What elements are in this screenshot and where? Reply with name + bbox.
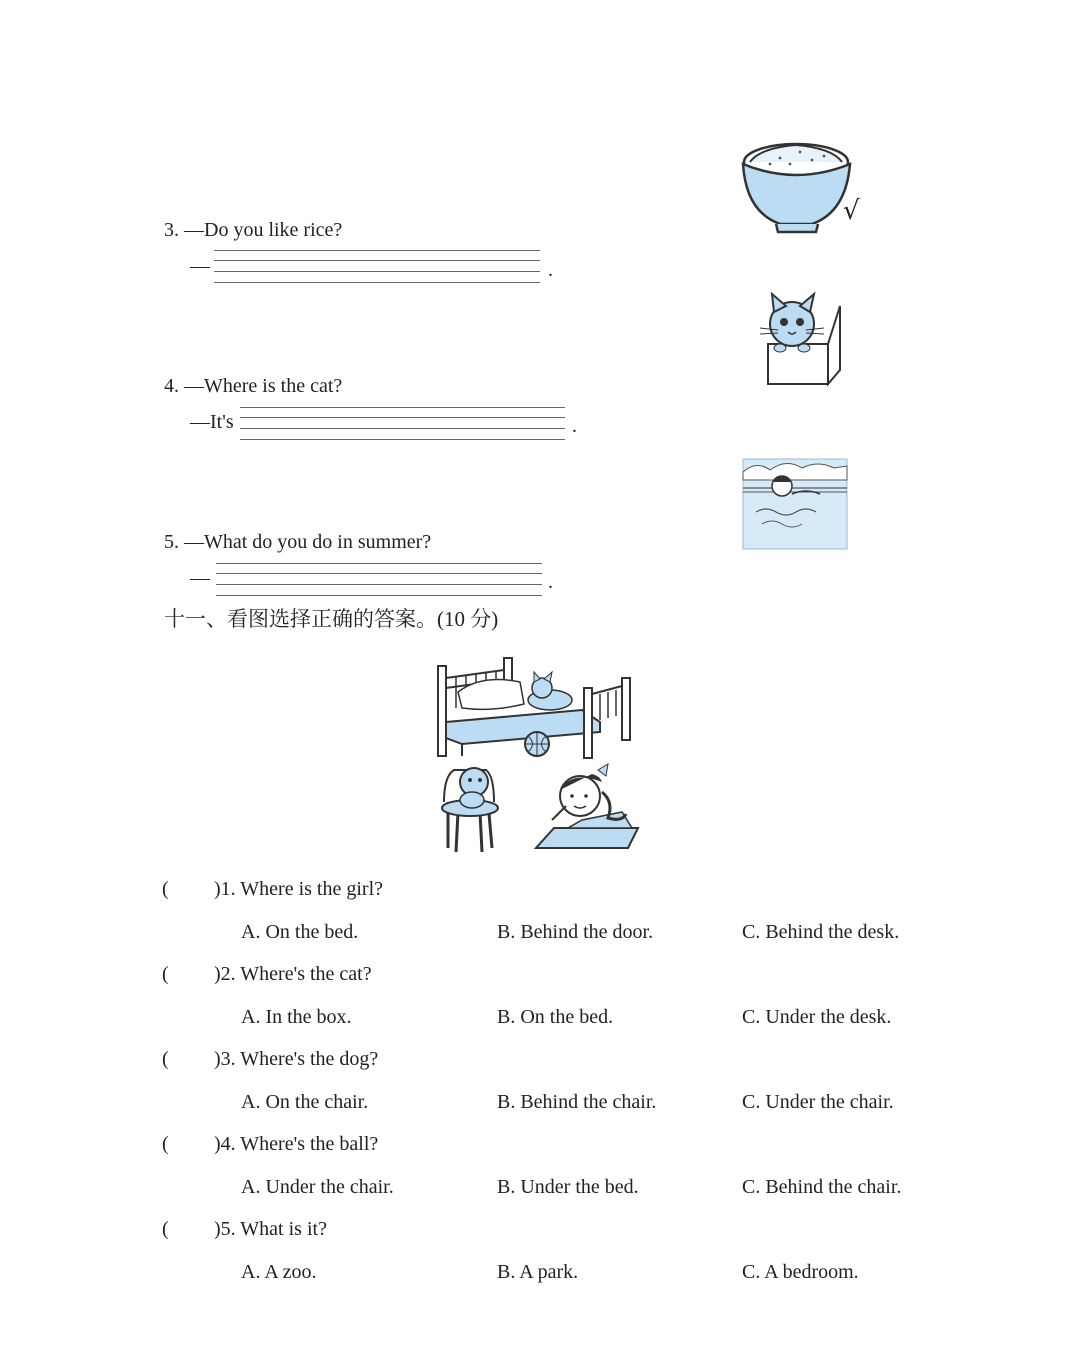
answer-period-3: . <box>548 259 553 281</box>
section-heading: 十一、看图选择正确的答案。(10 分) <box>164 607 499 631</box>
question-5: 5. —What do you do in summer? <box>164 531 432 553</box>
writing-lines-3[interactable] <box>214 250 540 284</box>
swimming-boy-picture <box>742 458 848 550</box>
choice-question-1: )1. Where is the girl? <box>214 878 384 900</box>
question-4: 4. —Where is the cat? <box>164 375 343 397</box>
choice-question-2: )2. Where's the cat? <box>214 963 372 985</box>
choice-question-3: )3. Where's the dog? <box>214 1048 379 1070</box>
cat-in-box-picture <box>752 292 848 388</box>
option-a-4[interactable]: A. Under the chair. <box>241 1176 394 1198</box>
bedroom-scene-picture <box>432 652 642 858</box>
option-a-2[interactable]: A. In the box. <box>241 1006 352 1028</box>
choice-question-4: )4. Where's the ball? <box>214 1133 379 1155</box>
option-b-5[interactable]: B. A park. <box>497 1261 579 1283</box>
answer-period-5: . <box>548 571 553 593</box>
option-b-4[interactable]: B. Under the bed. <box>497 1176 639 1198</box>
option-c-2[interactable]: C. Under the desk. <box>742 1006 892 1028</box>
question-3: 3. —Do you like rice? <box>164 219 343 241</box>
option-c-3[interactable]: C. Under the chair. <box>742 1091 894 1113</box>
writing-lines-4[interactable] <box>240 407 565 441</box>
answer-paren[interactable]: ( <box>162 1048 169 1070</box>
answer-paren[interactable]: ( <box>162 963 169 985</box>
option-c-1[interactable]: C. Behind the desk. <box>742 921 900 943</box>
option-b-2[interactable]: B. On the bed. <box>497 1006 614 1028</box>
answer-paren[interactable]: ( <box>162 878 169 900</box>
answer-prefix-4: —It's <box>190 411 234 433</box>
check-mark: √ <box>843 196 860 226</box>
answer-dash-3: — <box>190 255 210 277</box>
writing-lines-5[interactable] <box>216 563 542 597</box>
answer-paren[interactable]: ( <box>162 1133 169 1155</box>
option-b-1[interactable]: B. Behind the door. <box>497 921 654 943</box>
option-a-1[interactable]: A. On the bed. <box>241 921 359 943</box>
answer-paren[interactable]: ( <box>162 1218 169 1240</box>
option-c-4[interactable]: C. Behind the chair. <box>742 1176 902 1198</box>
choice-question-5: )5. What is it? <box>214 1218 327 1240</box>
option-c-5[interactable]: C. A bedroom. <box>742 1261 859 1283</box>
option-a-5[interactable]: A. A zoo. <box>241 1261 317 1283</box>
option-b-3[interactable]: B. Behind the chair. <box>497 1091 657 1113</box>
answer-dash-5: — <box>190 567 210 589</box>
option-a-3[interactable]: A. On the chair. <box>241 1091 369 1113</box>
answer-period-4: . <box>572 415 577 437</box>
